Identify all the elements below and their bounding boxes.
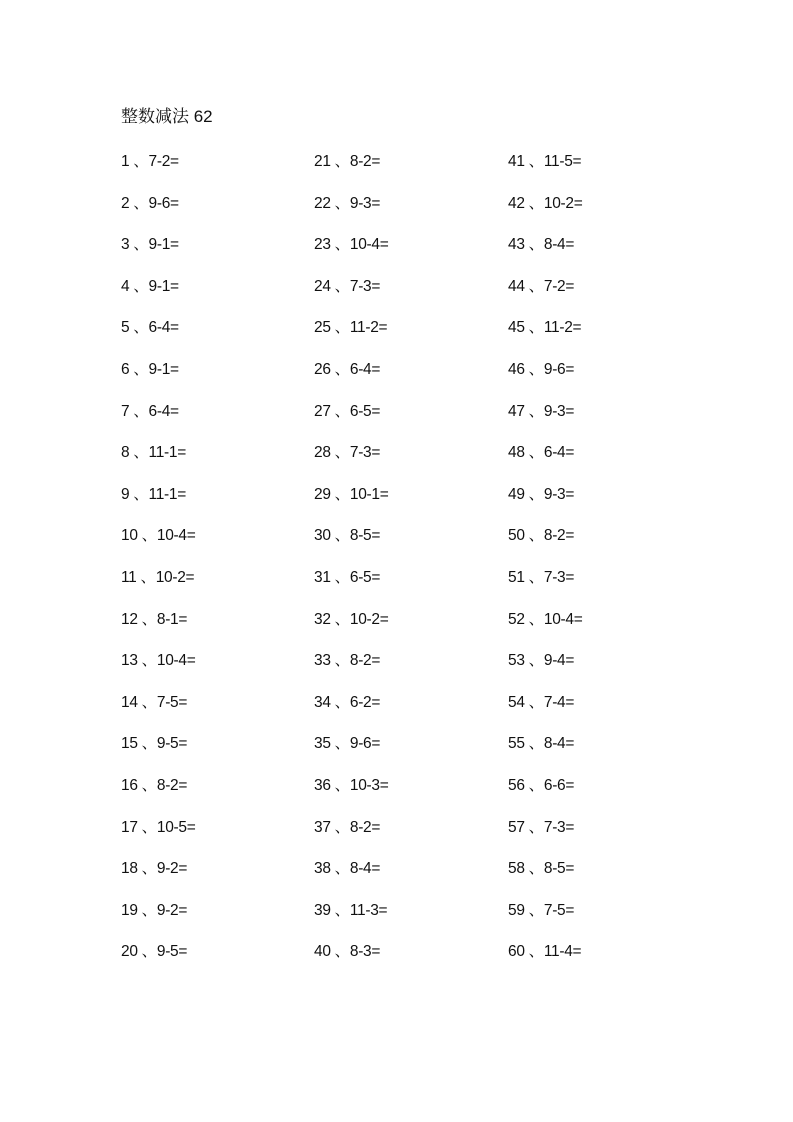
problem-item [121,566,311,608]
problem-number: 26 [314,360,331,378]
problem-item [508,732,698,774]
problem-separator: 、 [141,818,157,836]
problem-separator: 、 [334,277,350,295]
problem-number: 48 [508,444,525,462]
problem-item [121,316,311,358]
problem-item [508,774,698,816]
problem-expression: 7-3= [543,818,575,836]
problem-separator: 、 [334,153,350,170]
problem-expression: 9-2= [156,860,188,878]
problem-number: 58 [508,860,525,878]
problem-separator: 、 [528,236,544,254]
problem-number: 2 [121,194,130,212]
problem-separator: 、 [334,194,350,212]
problem-expression: 9-1= [148,236,179,254]
problem-separator: 、 [334,943,350,961]
problem-item [314,275,504,317]
problem-expression: 7-5= [543,901,575,919]
problem-item [314,524,504,566]
problem-separator: 、 [141,776,157,794]
problem-item [314,233,504,275]
problem-separator: 、 [141,943,157,961]
problem-expression: 8-4= [543,236,575,254]
problem-item [121,233,311,275]
problem-expression: 9-3= [349,194,381,212]
problem-item [121,150,311,192]
problem-separator: 、 [334,527,350,545]
problem-separator: 、 [141,610,157,628]
problem-separator: 、 [141,901,157,919]
problem-column-1 [121,150,311,982]
problem-item [121,732,311,774]
problem-separator: 、 [528,652,544,670]
problem-item [508,857,698,899]
problem-number: 56 [508,776,525,794]
problem-expression: 9-6= [543,360,575,378]
problem-number: 41 [508,153,525,170]
problem-separator: 、 [528,527,544,545]
problem-item [121,608,311,650]
problem-item [314,441,504,483]
page-title: 整数减法 62 [121,107,213,126]
problem-item [314,774,504,816]
problem-item [121,524,311,566]
problem-expression: 8-2= [156,776,188,794]
problem-separator: 、 [528,402,544,420]
problem-number: 37 [314,818,331,836]
problem-expression: 11-2= [349,319,388,337]
problem-expression: 6-6= [543,776,575,794]
problem-number: 43 [508,236,525,254]
problem-number: 11 [121,568,137,586]
problem-number: 52 [508,610,525,628]
problem-item [121,649,311,691]
problem-number: 18 [121,860,138,878]
problem-separator: 、 [334,610,350,628]
problem-number: 7 [121,402,130,420]
problem-item [508,899,698,941]
problem-item [121,400,311,442]
problem-separator: 、 [141,527,157,545]
problem-item [508,150,698,192]
problem-expression: 11-1= [148,444,186,462]
problem-separator: 、 [141,860,157,878]
problem-separator: 、 [528,735,544,753]
problem-expression: 10-2= [155,568,195,586]
problem-separator: 、 [334,319,350,337]
problem-item [508,566,698,608]
problem-item [508,400,698,442]
problem-separator: 、 [133,194,149,212]
problem-item [314,358,504,400]
problem-expression: 11-4= [543,943,582,961]
problem-number: 4 [121,277,130,295]
problem-separator: 、 [528,277,544,295]
problem-separator: 、 [334,568,350,586]
problem-number: 23 [314,236,331,254]
problem-number: 33 [314,652,331,670]
problem-expression: 6-4= [349,360,381,378]
problem-number: 10 [121,527,138,545]
problem-separator: 、 [334,652,350,670]
problem-separator: 、 [528,901,544,919]
problem-separator: 、 [334,818,350,836]
problem-item [314,400,504,442]
problem-item [314,691,504,733]
problem-number: 34 [314,693,331,711]
problem-separator: 、 [133,402,149,420]
problem-number: 19 [121,901,138,919]
problem-separator: 、 [133,153,149,170]
problem-number: 38 [314,860,331,878]
problem-separator: 、 [528,568,544,586]
problem-separator: 、 [334,901,350,919]
problem-item [121,192,311,234]
problem-expression: 11-2= [543,319,582,337]
problem-number: 29 [314,485,331,503]
problem-number: 1 [121,153,130,170]
problem-separator: 、 [334,860,350,878]
problem-number: 47 [508,402,525,420]
problem-expression: 8-4= [543,735,575,753]
problem-expression: 8-2= [543,527,575,545]
problem-number: 57 [508,818,525,836]
problem-expression: 11-3= [349,901,388,919]
problem-separator: 、 [334,693,350,711]
problem-separator: 、 [528,818,544,836]
problem-expression: 9-1= [148,360,179,378]
problem-item [314,857,504,899]
problem-expression: 10-2= [543,194,583,212]
problem-item [121,899,311,941]
problem-expression: 9-4= [543,652,575,670]
problem-expression: 7-2= [543,277,575,295]
problem-number: 12 [121,610,138,628]
problem-separator: 、 [133,485,149,503]
problem-expression: 10-4= [543,610,583,628]
problem-item [121,691,311,733]
problem-item [508,483,698,525]
problem-separator: 、 [133,360,149,378]
problem-separator: 、 [133,319,149,337]
problem-expression: 10-4= [156,652,196,670]
problem-separator: 、 [528,485,544,503]
problem-expression: 8-2= [349,652,381,670]
problem-item [121,358,311,400]
problem-number: 22 [314,194,331,212]
problem-column-3 [508,150,698,982]
problem-number: 13 [121,652,138,670]
problem-item [508,192,698,234]
problem-separator: 、 [528,943,544,961]
problem-expression: 7-2= [148,153,179,170]
problem-item [314,316,504,358]
problem-separator: 、 [334,444,350,462]
problem-separator: 、 [528,153,544,170]
problem-separator: 、 [528,194,544,212]
problem-number: 16 [121,776,138,794]
problem-number: 5 [121,319,130,337]
problem-expression: 8-1= [156,610,188,628]
problem-expression: 8-3= [349,943,381,961]
problem-expression: 10-4= [156,527,196,545]
problem-item [314,649,504,691]
problem-number: 46 [508,360,525,378]
problem-expression: 11-1= [148,485,186,503]
problem-expression: 10-3= [349,776,389,794]
problem-separator: 、 [140,568,156,586]
problem-number: 21 [314,153,331,170]
problem-number: 20 [121,943,138,961]
problem-item [314,816,504,858]
problem-number: 25 [314,319,331,337]
problem-expression: 10-5= [156,818,196,836]
problem-expression: 7-5= [156,693,188,711]
problem-item [121,275,311,317]
problem-item [508,940,698,982]
problem-expression: 9-2= [156,901,188,919]
problem-separator: 、 [528,319,544,337]
problem-separator: 、 [334,485,350,503]
problem-item [121,940,311,982]
problem-separator: 、 [141,693,157,711]
problem-item [508,275,698,317]
problem-item [508,441,698,483]
problem-number: 28 [314,444,331,462]
problem-expression: 6-2= [349,693,381,711]
problem-expression: 7-3= [543,568,575,586]
problem-expression: 6-5= [349,402,381,420]
problem-expression: 8-2= [349,153,381,170]
problem-expression: 9-6= [148,194,179,212]
problem-item [508,816,698,858]
problem-expression: 9-5= [156,735,188,753]
problem-expression: 7-3= [349,444,381,462]
problem-separator: 、 [133,444,149,462]
problem-number: 49 [508,485,525,503]
problem-separator: 、 [528,693,544,711]
problem-number: 14 [121,693,138,711]
problem-number: 32 [314,610,331,628]
problem-expression: 7-4= [543,693,575,711]
problem-item [314,192,504,234]
problem-item [314,566,504,608]
problem-number: 3 [121,236,130,254]
problem-item [508,608,698,650]
problem-separator: 、 [528,776,544,794]
problem-expression: 9-5= [156,943,188,961]
problem-number: 40 [314,943,331,961]
problem-separator: 、 [334,402,350,420]
problem-separator: 、 [528,360,544,378]
problem-number: 27 [314,402,331,420]
problem-item [121,857,311,899]
problem-expression: 11-5= [543,153,582,170]
problem-number: 6 [121,360,130,378]
problem-item [314,732,504,774]
problem-separator: 、 [133,236,149,254]
problem-item [508,233,698,275]
problem-separator: 、 [334,776,350,794]
problem-item [121,441,311,483]
problem-expression: 6-4= [148,319,179,337]
problem-expression: 7-3= [349,277,381,295]
problem-separator: 、 [334,236,350,254]
problem-separator: 、 [528,444,544,462]
problem-item [508,691,698,733]
problem-number: 42 [508,194,525,212]
problem-separator: 、 [141,735,157,753]
problem-separator: 、 [133,277,149,295]
problem-number: 54 [508,693,525,711]
problem-number: 8 [121,444,130,462]
problem-expression: 6-4= [148,402,179,420]
problem-number: 51 [508,568,525,586]
problem-item [508,524,698,566]
problem-item [314,899,504,941]
problem-number: 17 [121,818,138,836]
problem-number: 53 [508,652,525,670]
problem-expression: 10-2= [349,610,389,628]
problem-expression: 10-4= [349,236,389,254]
problem-number: 36 [314,776,331,794]
problem-number: 9 [121,485,130,503]
problem-number: 59 [508,901,525,919]
problem-expression: 6-4= [543,444,575,462]
problem-number: 24 [314,277,331,295]
problem-number: 50 [508,527,525,545]
problem-item [508,358,698,400]
problem-item [121,774,311,816]
problem-number: 15 [121,735,138,753]
problem-item [314,940,504,982]
problem-expression: 9-3= [543,485,575,503]
problem-expression: 8-5= [349,527,381,545]
problem-expression: 9-3= [543,402,575,420]
problem-item [314,483,504,525]
problem-item [314,608,504,650]
problem-expression: 6-5= [349,568,381,586]
problem-number: 55 [508,735,525,753]
problem-number: 60 [508,943,525,961]
problem-number: 35 [314,735,331,753]
problem-item [121,483,311,525]
problem-item [508,316,698,358]
problem-number: 31 [314,568,331,586]
problem-expression: 8-4= [349,860,381,878]
problem-number: 45 [508,319,525,337]
problem-item [508,649,698,691]
problem-expression: 8-5= [543,860,575,878]
problem-separator: 、 [334,360,350,378]
problem-separator: 、 [528,610,544,628]
problem-item [314,150,504,192]
problem-number: 39 [314,901,331,919]
problem-separator: 、 [528,860,544,878]
problem-expression: 8-2= [349,818,381,836]
problem-number: 30 [314,527,331,545]
problem-expression: 9-1= [148,277,179,295]
problem-expression: 10-1= [349,485,389,503]
problem-separator: 、 [141,652,157,670]
problem-expression: 9-6= [349,735,381,753]
problem-separator: 、 [334,735,350,753]
problem-number: 44 [508,277,525,295]
problem-item [121,816,311,858]
problem-column-2 [314,150,504,982]
